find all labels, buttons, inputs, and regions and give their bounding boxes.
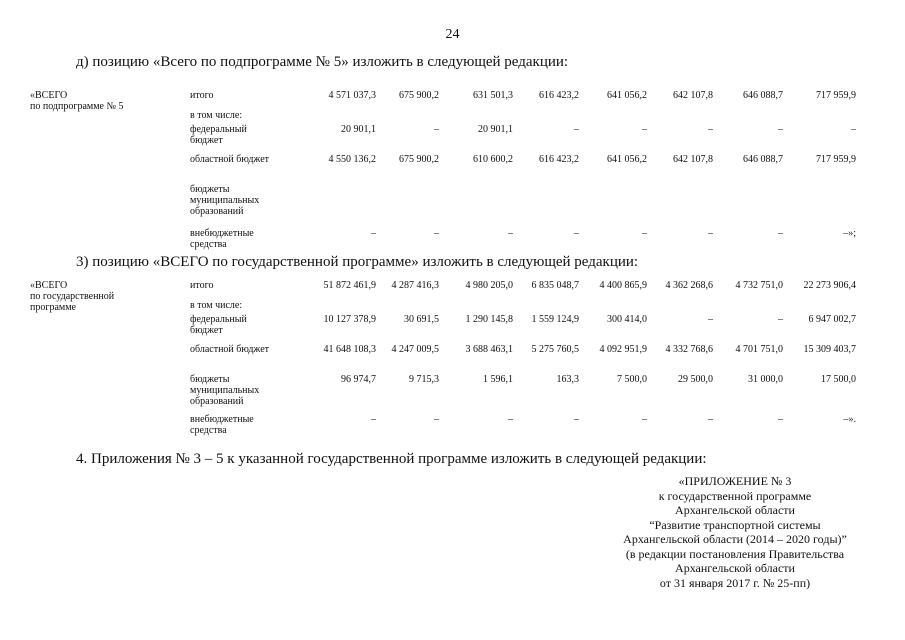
value-cell: 31 000,0 [748,374,783,385]
appendix-line: от 31 января 2017 г. № 25-пп) [659,575,811,590]
appendix-line: «ПРИЛОЖЕНИЕ № 3 [678,474,792,488]
value-cell: 642 107,8 [673,90,713,101]
value-cell: – [574,124,579,135]
source-cell: в том числе: [190,110,243,121]
value-cell [513,110,579,124]
appendix-line: Архангельской области [675,561,795,575]
value-cell: – [642,228,647,239]
value-cell [513,300,579,314]
value-cell: 20 901,1 [478,124,513,135]
appendix-line: Архангельской области [675,503,795,517]
value-cell [713,110,783,124]
value-cell [376,300,439,314]
value-cell: 30 691,5 [404,314,439,325]
value-cell: 7 500,0 [617,374,647,385]
value-cell: 41 648 108,3 [323,344,376,355]
value-cell: 5 275 760,5 [531,344,579,355]
value-cell: 4 701 751,0 [735,344,783,355]
value-cell: – [371,228,376,239]
value-cell: 4 732 751,0 [735,280,783,291]
value-cell [579,184,647,228]
value-cell: – [434,414,439,425]
value-cell [713,300,783,314]
appendix-line: к государственной программе [658,488,812,503]
row-group-label [30,280,190,439]
value-cell: – [778,314,783,325]
value-cell: 15 309 403,7 [803,344,856,355]
value-cell: – [642,124,647,135]
value-cell [783,184,856,228]
value-cell: 642 107,8 [673,154,713,165]
value-cell: 631 501,3 [473,90,513,101]
value-cell: 20 901,1 [341,124,376,135]
value-cell: – [642,414,647,425]
value-cell: 4 550 136,2 [328,154,376,165]
value-cell: – [508,414,513,425]
value-cell: 17 500,0 [821,374,856,385]
value-cell [439,110,513,124]
value-cell [783,110,856,124]
value-cell: 1 596,1 [483,374,513,385]
value-cell: 29 500,0 [678,374,713,385]
source-cell: в том числе: [190,300,243,311]
source-cell: бюджеты муниципальных образований [190,374,260,407]
value-cell: 4 362 268,6 [665,280,713,291]
source-cell: итого [190,280,214,291]
appendix-line: “Развитие транспортной системы [649,517,821,532]
value-cell: 641 056,2 [607,90,647,101]
value-cell: 675 900,2 [399,154,439,165]
value-cell: – [574,228,579,239]
table-row [30,280,856,300]
source-cell: областной бюджет [190,344,270,355]
value-cell: 717 959,9 [816,90,856,101]
source-cell: федеральный бюджет [190,124,247,146]
value-cell: – [708,414,713,425]
source-cell: областной бюджет [190,154,270,165]
value-cell: 3 688 463,1 [465,344,513,355]
label-line: «ВСЕГО [30,280,68,291]
source-cell: бюджеты муниципальных образований [190,184,260,217]
value-cell: – [708,314,713,325]
section-heading-state-program: 3) позицию «ВСЕГО по государственной программе» изложить в следующей редакции: [76,254,639,270]
value-cell: – [778,228,783,239]
value-cell: 646 088,7 [743,90,783,101]
value-cell [579,110,647,124]
value-cell: 1 559 124,9 [531,314,579,325]
value-cell [783,300,856,314]
source-cell: внебюджетные средства [190,414,254,436]
value-cell: 4 247 009,5 [391,344,439,355]
value-cell: 717 959,9 [816,154,856,165]
value-cell: 163,3 [556,374,579,385]
value-cell: –»; [843,228,856,239]
value-cell: – [434,228,439,239]
value-cell: – [574,414,579,425]
value-cell [282,110,376,124]
value-cell: 675 900,2 [399,90,439,101]
value-cell [713,184,783,228]
state-program-table [30,280,856,439]
value-cell: – [778,414,783,425]
appendix-line: (в редакции постановления Правительства [625,546,845,561]
value-cell: 4 980 205,0 [465,280,513,291]
value-cell: – [508,228,513,239]
value-cell [513,184,579,228]
value-cell: – [371,414,376,425]
value-cell [647,300,713,314]
section-heading-appendices: 4. Приложения № 3 – 5 к указанной государственной программе изложить в следующей редакции: [76,451,707,467]
label-line: программе [30,302,76,313]
value-cell: 646 088,7 [743,154,783,165]
value-cell: – [708,124,713,135]
value-cell [439,300,513,314]
value-cell [439,184,513,228]
value-cell: 96 974,7 [341,374,376,385]
value-cell: 300 414,0 [607,314,647,325]
value-cell: 1 290 145,8 [465,314,513,325]
value-cell: 51 872 461,9 [323,280,376,291]
value-cell: 641 056,2 [607,154,647,165]
value-cell: 616 423,2 [539,154,579,165]
source-cell: федеральный бюджет [190,314,247,336]
value-cell: – [708,228,713,239]
appendix-header-block [590,474,880,590]
page-number: 24 [445,27,460,42]
value-cell: 616 423,2 [539,90,579,101]
value-cell [647,184,713,228]
value-cell: – [778,124,783,135]
value-cell [376,184,439,228]
value-cell [376,110,439,124]
label-line: «ВСЕГО [30,90,68,101]
value-cell: 22 273 906,4 [803,280,856,291]
value-cell: 4 571 037,3 [328,90,376,101]
table-row [30,90,856,110]
subprogram-5-table [30,90,856,253]
source-cell: итого [190,90,214,101]
value-cell: 4 332 768,6 [665,344,713,355]
value-cell: 6 947 002,7 [808,314,856,325]
value-cell: 9 715,3 [409,374,439,385]
value-cell [282,184,376,228]
value-cell [647,110,713,124]
value-cell: 4 092 951,9 [599,344,647,355]
value-cell: 10 127 378,9 [323,314,376,325]
value-cell: – [851,124,856,135]
row-group-label [30,90,190,253]
value-cell: – [434,124,439,135]
value-cell [282,300,376,314]
appendix-line: Архангельской области (2014 – 2020 годы)” [623,532,847,546]
value-cell: –». [843,414,856,425]
value-cell: 4 400 865,9 [599,280,647,291]
section-heading-subprogram-5: д) позицию «Всего по подпрограмме № 5» изложить в следующей редакции: [76,54,569,70]
value-cell: 4 287 416,3 [391,280,439,291]
value-cell: 6 835 048,7 [531,280,579,291]
label-line: по подпрограмме № 5 [30,101,124,112]
value-cell: 610 600,2 [473,154,513,165]
label-line: по государственной [30,291,115,302]
value-cell [579,300,647,314]
source-cell: внебюджетные средства [190,228,254,250]
